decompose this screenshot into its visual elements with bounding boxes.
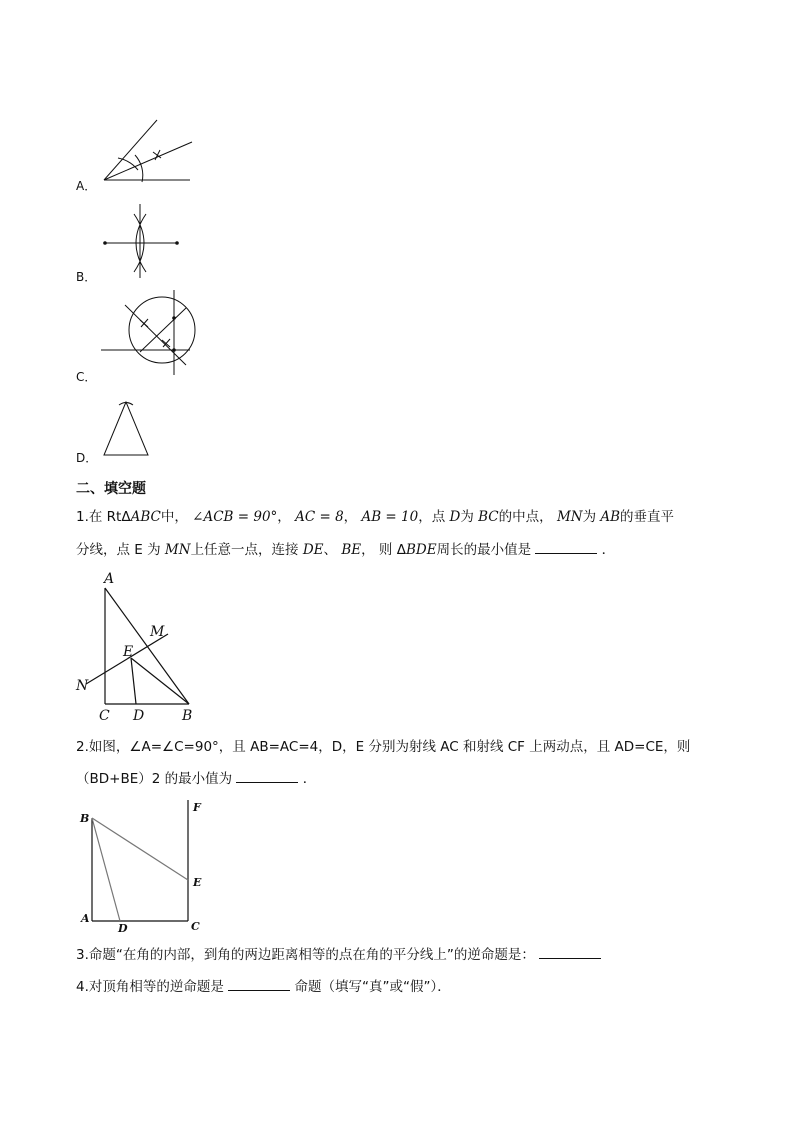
q4-answer-blank[interactable] xyxy=(228,976,290,991)
question-2-line-1: 2.如图，∠A=∠C=90°，且 AB=AC=4，D，E 分别为射线 AC 和射线 CF 上两动点，且 AD=CE，则 xyxy=(76,739,691,755)
fig1-label-m: M xyxy=(150,624,165,640)
q3-answer-blank[interactable] xyxy=(539,944,601,959)
q1-text: 中， xyxy=(160,509,188,525)
q1-de: DE xyxy=(302,542,324,558)
q1-text: 上任意一点，连接 xyxy=(190,542,299,558)
q1-text: 分线，点 E 为 xyxy=(76,542,161,558)
q1-bde: BDE xyxy=(405,542,437,558)
fig2-label-d: D xyxy=(118,922,128,935)
q1-ac: AC = 8 xyxy=(295,509,344,525)
q1-triangle-symbol: Δ xyxy=(121,509,131,525)
q1-text: 的垂直平 xyxy=(620,509,675,525)
q1-text: 周长的最小值是 xyxy=(436,542,532,558)
question-4 xyxy=(76,976,451,997)
option-b-label: B． xyxy=(76,270,97,284)
q1-text: ， xyxy=(343,509,358,525)
fig1-label-b: B xyxy=(182,708,193,724)
q1-bc: BC xyxy=(478,509,499,525)
q1-text: 为 xyxy=(582,509,597,525)
q4-text: 4.对顶角相等的逆命题是 xyxy=(76,979,224,995)
q1-text: ，点 xyxy=(418,509,446,525)
q1-mn: MN xyxy=(556,509,583,525)
fig1-label-d: D xyxy=(133,708,145,724)
q1-text: 的中点， xyxy=(498,509,553,525)
q1-triangle-symbol: Δ xyxy=(396,542,406,558)
fig1-label-a: A xyxy=(104,571,115,587)
section-title: 二、填空题 xyxy=(76,481,146,497)
fig1-label-e: E xyxy=(123,644,134,660)
q1-number: 1. xyxy=(76,509,89,525)
q1-mn: MN xyxy=(164,542,191,558)
q1-d: D xyxy=(449,509,461,525)
fig2-label-f: F xyxy=(193,801,201,814)
q2-text: （BD+BE）2 的最小值为 xyxy=(76,771,233,787)
fig1-label-n: N xyxy=(76,678,89,694)
fig2-label-e: E xyxy=(193,876,202,889)
q2-end-punct: ． xyxy=(302,771,317,787)
q1-text: 在 Rt xyxy=(88,509,122,525)
q1-ab2: AB xyxy=(600,509,621,525)
q1-abc: ABC xyxy=(130,509,161,525)
q1-end-punct: ． xyxy=(601,542,616,558)
q1-text: 为 xyxy=(460,509,474,525)
q4-text: 命题（填写“真”或“假”）． xyxy=(294,979,451,995)
q3-text: 3.命题“在角的内部，到角的两边距离相等的点在角的平分线上”的逆命题是： xyxy=(76,947,535,963)
q1-text: ， xyxy=(277,509,291,525)
q1-text: ， 则 xyxy=(361,542,393,558)
fig1-label-c: C xyxy=(99,708,110,724)
option-a-label: A． xyxy=(76,179,97,193)
q1-text: 、 xyxy=(323,542,338,558)
fig2-label-c: C xyxy=(191,920,200,933)
option-c-label: C． xyxy=(76,370,97,384)
q1-angle: ∠ACB = 90° xyxy=(192,509,278,525)
q1-be: BE xyxy=(341,542,362,558)
fig2-label-a: A xyxy=(81,912,90,925)
question-3 xyxy=(76,944,601,965)
fig2-label-b: B xyxy=(80,812,90,825)
q1-ab: AB = 10 xyxy=(361,509,419,525)
option-d-label: D． xyxy=(76,451,98,465)
